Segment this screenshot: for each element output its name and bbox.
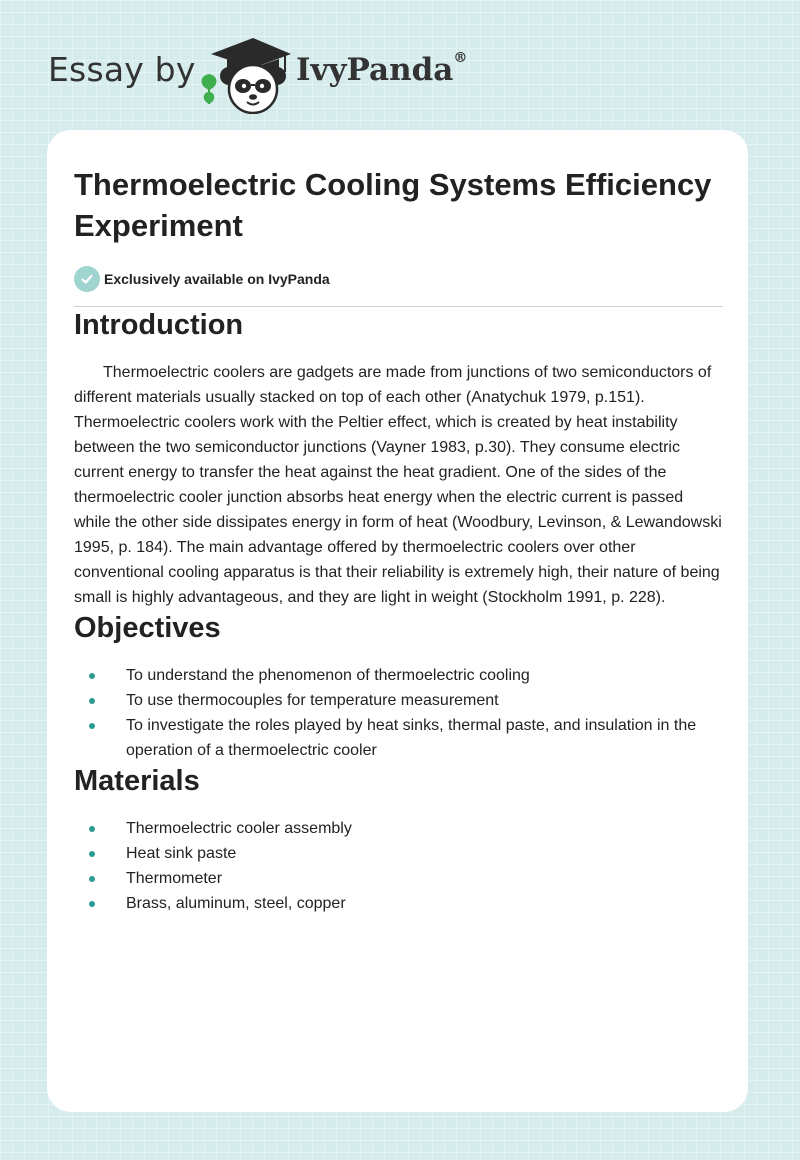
bullet-dot — [89, 876, 95, 882]
objectives-heading: Objectives — [74, 612, 221, 644]
badge-text: Exclusively available on IvyPanda — [104, 271, 330, 287]
introduction-paragraph: Thermoelectric coolers are gadgets are made from junctions of two semiconductors of different materials usually stacked on top of each other (Anatychuk 1979, p.151). Thermoelectric coolers work with the Peltier effect, which is created by heat instability between the two semiconductor junctions (Vayner 1983, p.30). They consume electric current energy to transfer the heat against the heat gradient. One of the sides of the thermoelectric cooler junction absorbs heat energy when the electric current is passed while the other side dissipates energy in form of heat (Woodbury, Levinson, & Lewandowski 1995, p. 184). The main advantage offered by thermoelectric coolers over other conventional cooling apparatus is that their reliability is extremely high, their nature of being small is highly advantageous, and they are light in weight (Stockholm 1991, p. 228). — [74, 364, 722, 606]
objectives-list — [74, 663, 723, 763]
exclusive-badge — [74, 266, 723, 292]
registered-mark: ® — [453, 50, 468, 66]
list-item-text: Thermometer — [126, 870, 223, 887]
list-item-text: To investigate the roles played by heat sinks, thermal paste, and insulation in the operation of a thermoelectric cooler — [126, 717, 697, 759]
list-item — [74, 688, 723, 713]
list-item — [74, 891, 723, 916]
brand-name[interactable] — [296, 52, 467, 88]
bullet-dot — [89, 851, 95, 857]
list-item — [74, 816, 723, 841]
check-icon — [74, 266, 100, 292]
materials-list — [74, 816, 723, 916]
site-header — [46, 28, 646, 118]
list-item-text: Heat sink paste — [126, 845, 237, 862]
list-item — [74, 841, 723, 866]
introduction-heading: Introduction — [74, 309, 244, 341]
essay-card — [47, 130, 748, 1112]
brand-prefix: Essay by — [48, 50, 196, 89]
essay-content — [74, 164, 723, 916]
panda-logo-icon[interactable] — [201, 34, 293, 114]
list-item-text: Thermoelectric cooler assembly — [126, 820, 352, 837]
list-item-text: Brass, aluminum, steel, copper — [126, 895, 346, 912]
bullet-dot — [89, 698, 95, 704]
bullet-dot — [89, 673, 95, 679]
ivy-leaf-icon — [202, 74, 217, 104]
page-title: Thermoelectric Cooling Systems Efficiency Experiment — [74, 167, 712, 243]
list-item — [74, 713, 723, 763]
list-item — [74, 866, 723, 891]
list-item — [74, 663, 723, 688]
materials-heading: Materials — [74, 765, 200, 797]
list-item-text: To use thermocouples for temperature measurement — [126, 692, 499, 709]
bullet-dot — [89, 826, 95, 832]
brand-name-text: IvyPanda — [296, 52, 454, 88]
bullet-dot — [89, 723, 95, 729]
list-item-text: To understand the phenomenon of thermoelectric cooling — [126, 667, 530, 684]
bullet-dot — [89, 901, 95, 907]
